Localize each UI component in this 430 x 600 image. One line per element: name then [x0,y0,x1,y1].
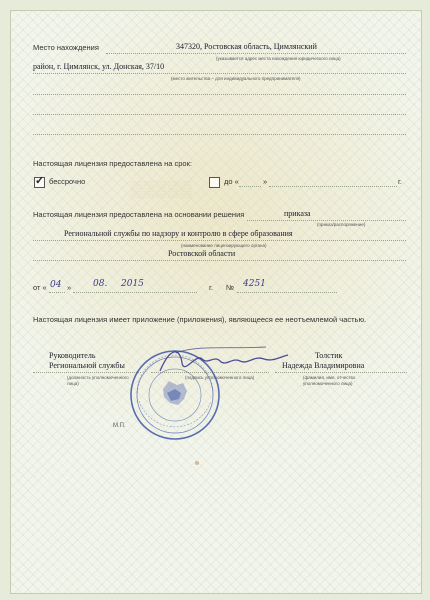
authority-value-1: Региональной службы по надзору и контролю в сфере образования [64,229,293,238]
date-day: 04 [50,280,62,290]
indefinite-checkbox[interactable] [34,177,45,188]
date-month: 08. [93,279,108,289]
basis-decision-caption: (приказ/распоряжение) [317,222,366,227]
authority-line-2 [33,260,406,261]
position-caption: (должность уполномоченного лица) [67,375,129,386]
location-value-2: район, г. Цимлянск, ул. Донская, 37/10 [33,62,165,71]
position-line [33,372,141,373]
until-label: до « [224,177,239,186]
background-watermark: ▒▒▒▒▒ [131,181,193,198]
date-quote-close: » [67,283,72,292]
number-line [237,292,337,293]
position-line-1: Руководитель [49,351,96,360]
position-line-2: Региональной службы [49,361,125,370]
date-day-line [49,292,65,293]
basis-decision-type: приказа [284,209,311,218]
check-mark-icon: ✓ [35,175,45,187]
date-year-suffix: г. [209,283,213,292]
until-day-line [239,186,261,187]
license-number: 4251 [243,279,266,289]
location-caption-1: (указывается адрес места нахождения юридического лица) [216,56,341,61]
date-year: 2015 [121,279,144,289]
authority-value-2: Ростовской области [168,249,236,258]
location-value-1: 347320, Ростовская область, Цимлянский [176,42,317,51]
name-line [275,372,407,373]
name-caption: (фамилия, имя, отчество уполномоченного лица) [303,375,356,386]
blank-line-3 [33,134,406,135]
date-month-line [73,292,197,293]
authority-line-1 [33,240,406,241]
location-line-1 [106,53,406,54]
license-sheet [10,10,422,594]
name-line-1: Толстик [315,351,343,360]
authority-caption: (наименование лицензирующего органа) [181,243,267,248]
mp-label: М.П. [113,423,126,429]
blank-line-1 [33,94,406,95]
location-line-2 [33,73,406,74]
name-line-2: Надежда Владимировна [282,361,365,370]
basis-type-line [247,220,406,221]
until-checkbox[interactable] [209,177,220,188]
handwritten-signature [156,341,291,381]
number-label: № [226,283,235,292]
basis-label: Настоящая лицензия предоставлена на основании решения [33,210,245,219]
until-month-line [269,186,397,187]
indefinite-label: бессрочно [49,177,86,186]
term-label: Настоящая лицензия предоставлена на срок: [33,159,192,168]
until-quote-close: » [263,177,268,186]
location-label: Место нахождения [33,43,99,52]
blank-line-2 [33,114,406,115]
stain-mark [195,461,199,465]
until-year-suffix: г. [398,177,402,186]
signature-caption: (подпись уполномоченного лица) [185,375,255,380]
annex-text: Настоящая лицензия имеет приложение (приложения), являющееся ее неотъемлемой частью. [33,315,367,324]
location-caption-2: (место жительства – для индивидуального предпринимателя) [171,76,301,81]
date-from-label: от « [33,283,47,292]
